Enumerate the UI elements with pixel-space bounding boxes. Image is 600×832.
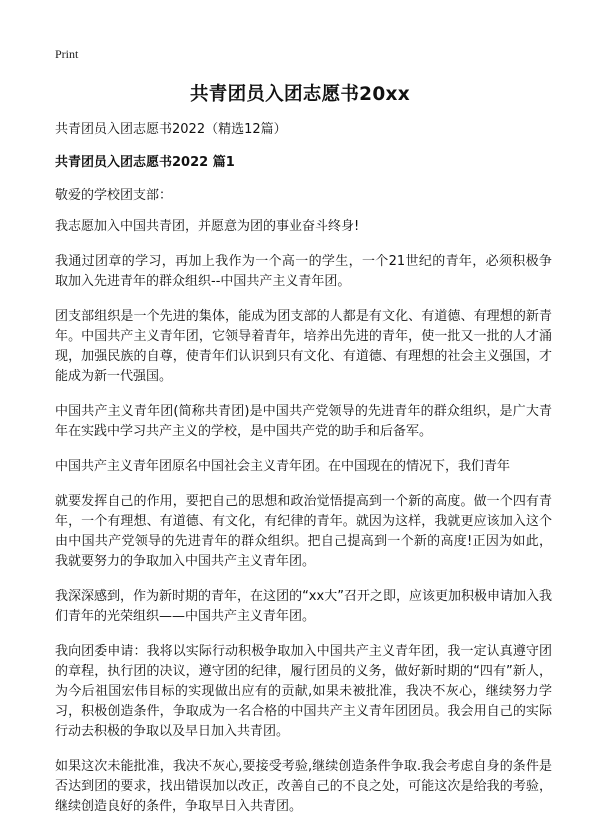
document-body	[55, 120, 552, 832]
salutation: 敬爱的学校团支部：	[55, 188, 173, 203]
document-subtitle: 共青团员入团志愿书2022（精选12篇）	[55, 122, 287, 137]
section-heading: 共青团员入团志愿书2022 篇1	[55, 155, 235, 170]
body-paragraph: 我向团委申请：我将以实际行动积极争取加入中国共产主义青年团，我一定认真遵守团的章程，执行团的决议，遵守团的纪律，履行团员的义务，做好新时期的“四有”新人，为今后祖国宏伟目标的实现做出应有的贡献,如果未被批准，我决不灰心，继续努力学习，积极创造条件，争取成为一名合格的中国共产主义青年团团员。我会用自己的实际行动去积极的争取以及早日加入共青团。	[55, 644, 552, 739]
body-paragraph: 团支部组织是一个先进的集体，能成为团支部的人都是有文化、有道德、有理想的新青年。中国共产主义青年团，它领导着青年，培养出先进的青年，使一批又一批的人才涌现，加强民族的自尊，使青年们认识到只有文化、有道德、有理想的社会主义强国，才能成为新一代强国。	[55, 309, 552, 384]
body-paragraph: 中国共产主义青年团原名中国社会主义青年团。在中国现在的情况下，我们青年	[55, 459, 511, 474]
body-paragraph: 中国共产主义青年团(简称共青团)是中国共产党领导的先进青年的群众组织，是广大青年在实践中学习共产主义的学校，是中国共产党的助手和后备军。	[55, 404, 552, 439]
document-title: 共青团员入团志愿书20xx	[189, 84, 410, 105]
body-paragraph: 我深深感到，作为新时期的青年，在这团的“xx大”召开之即，应该更加积极申请加入我们青年的光荣组织——中国共产主义青年团。	[55, 589, 552, 624]
body-paragraph: 如果这次未能批准，我决不灰心,要接受考验,继续创造条件争取.我会考虑自身的条件是否达到团的要求，找出错误加以改正，改善自己的不良之处，可能这次是给我的考验，继续创造良好的条件，争取早日入共青团。	[55, 759, 552, 814]
body-paragraph: 我通过团章的学习，再加上我作为一个高一的学生，一个21世纪的青年，必须积极争取加入先进青年的群众组织--中国共产主义青年团。	[55, 254, 552, 289]
print-link[interactable]: Print	[55, 47, 79, 61]
body-paragraph: 就要发挥自己的作用，要把自己的思想和政治觉悟提高到一个新的高度。做一个四有青年，一个有理想、有道德、有文化，有纪律的青年。就因为这样，我就更应该加入这个由中国共产党领导的先进青年的群众组织。把自己提高到一个新的高度!正因为如此，我就要努力的争取加入中国共产主义青年团。	[55, 494, 552, 569]
body-paragraph: 我志愿加入中国共青团，并愿意为团的事业奋斗终身!	[55, 219, 360, 234]
